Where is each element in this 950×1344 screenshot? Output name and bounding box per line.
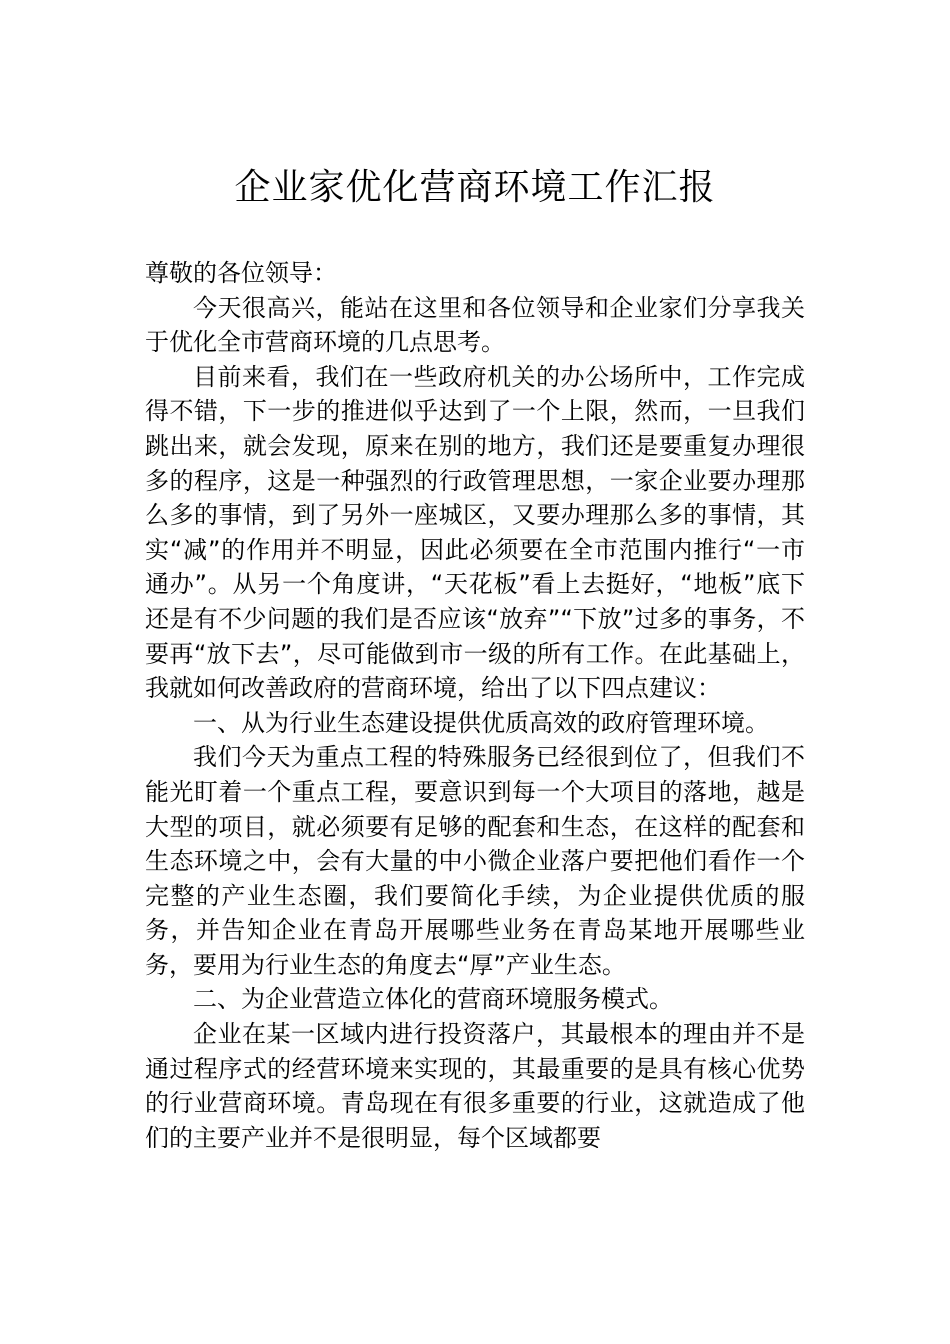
salutation: 尊敬的各位领导： <box>145 259 337 287</box>
paragraph-section-one: 我们今天为重点工程的特殊服务已经很到位了，但我们不能光盯着一个重点工程，要意识到每一个大项目的落地，越是大型的项目，就必须要有足够的配套和生态，在这样的配套和生态环境之中，会有大量的中小微企业落户要把他们看作一个完整的产业生态圈，我们要简化手续，为企业提供优质的服务，并告知企业在青岛开展哪些业务在青岛某地开展哪些业务，要用为行业生态的角度去“厚”产业生态。 <box>145 743 805 979</box>
paragraph-section-two: 企业在某一区域内进行投资落户，其最根本的理由并不是通过程序式的经营环境来实现的，其最重要的是具有核心优势的行业营商环境。青岛现在有很多重要的行业，这就造成了他们的主要产业并不是很明显，每个区域都要 <box>145 1020 805 1152</box>
section-heading-two: 二、为企业营造立体化的营商环境服务模式。 <box>193 985 673 1014</box>
document-body <box>145 256 805 1155</box>
section-heading-one: 一、从为行业生态建设提供优质高效的政府管理环境。 <box>193 708 769 737</box>
paragraph-intro: 今天很高兴，能站在这里和各位领导和企业家们分享我关于优化全市营商环境的几点思考。 <box>145 293 805 357</box>
document-title: 企业家优化营商环境工作汇报 <box>234 167 716 208</box>
paragraph-current-situation: 目前来看，我们在一些政府机关的办公场所中，工作完成得不错，下一步的推进似乎达到了一个上限，然而，一旦我们跳出来，就会发现，原来在别的地方，我们还是要重复办理很多的程序，这是一种强烈的行政管理思想，一家企业要办理那么多的事情，到了另外一座城区，又要办理那么多的事情，其实“减”的作用并不明显，因此必须要在全市范围内推行“一市通办”。从另一个角度讲，“天花板”看上去挺好，“地板”底下还是有不少问题的我们是否应该“放弃”“下放”过多的事务，不要再“放下去”，尽可能做到市一级的所有工作。在此基础上，我就如何改善政府的营商环境，给出了以下四点建议： <box>145 362 805 703</box>
